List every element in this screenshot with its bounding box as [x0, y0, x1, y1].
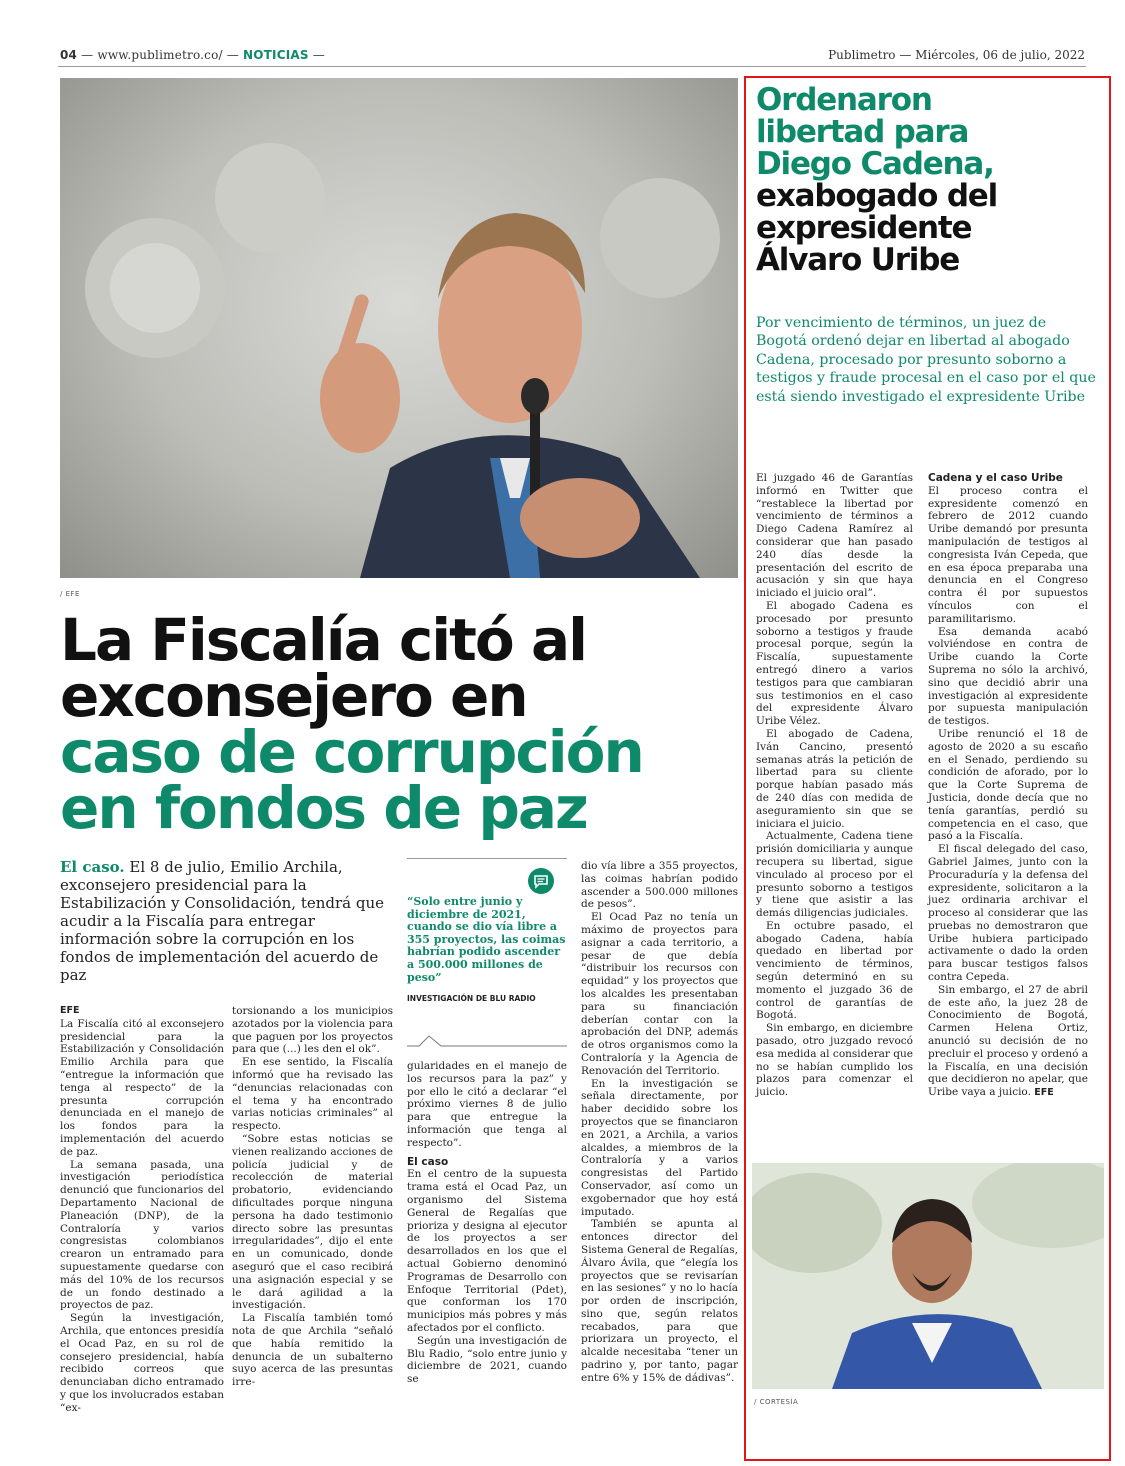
- paragraph: Actualmente, Cadena tiene prisión domiciliaria y aunque recupera su libertad, sigue vinculado al proceso por el presunto soborno a testigos y tiene que asistir a las demás diligencias judiciales.: [756, 830, 913, 920]
- main-headline: [60, 606, 750, 842]
- paragraph: gularidades en el manejo de los recursos para la paz” y por ello le citó a declarar “el próximo viernes 8 de julio para que entregue la información que tenga al respecto”.: [407, 1060, 567, 1149]
- paragraph: La semana pasada, una investigación periodística denunció que funcionarios del Departamento Nacional de Planeación (DNP), de la Contraloría y varios congresistas colombianos crearon un entramado para supuestamente quedarse con más del 10% de los recursos de un fondo destinado a proyectos de paz.: [60, 1158, 224, 1312]
- paragraph: El abogado Cadena es procesado por presunto soborno a testigos y fraude procesal porque, según la Fiscalía, supuestamente entregó dinero a varios testigos para que cambiaran sus testimonios en el caso del expresidente Álvaro Uribe Vélez.: [756, 599, 913, 728]
- sidebar-lede: Por vencimiento de términos, un juez de Bogotá ordenó dejar en libertad al abogado Cadena, procesado por presunto soborno a testigos y fraude procesal en el caso por el que está siendo investigado el expresidente Uribe: [756, 315, 1096, 405]
- paragraph: En ese sentido, la Fiscalía informó que ha revisado las “denuncias relacionadas con el tema y ha encontrado varias noticias criminales” al respecto.: [232, 1056, 393, 1133]
- quote-source: INVESTIGACIÓN DE BLU RADIO: [407, 994, 536, 1003]
- site-url[interactable]: www.publimetro.co/: [97, 48, 223, 62]
- sidebar-headline: [756, 84, 1101, 276]
- paragraph: El Ocad Paz no tenía un máximo de proyectos para asignar a cada territorio, a pesar de que debía “distribuir los recursos con equidad” y los proyectos que los alcaldes les presentaban para su financiación deberían contar con la aprobación del DNP, además de otros organismos como la Contraloría y la Agencia de Renovación del Territorio.: [581, 911, 738, 1077]
- quote-divider: [407, 1030, 567, 1050]
- byline: EFE: [60, 1005, 80, 1016]
- headline-line: exabogado del: [756, 178, 998, 214]
- quote-rule: [407, 858, 567, 859]
- sidebar-column-f: [928, 472, 1088, 1100]
- publication-date: Publimetro — Miércoles, 06 de julio, 2022: [828, 48, 1085, 62]
- page-number: 04: [60, 48, 78, 62]
- paragraph: En la investigación se señala directamente, por haber decidido sobre los proyectos que se financiaron en 2021, a Archila, a varios alcaldes, a miembros de la Contraloría y a varios congresistas del Partido Conservador, así como un exgobernador que hoy está imputado.: [581, 1077, 738, 1218]
- headline-line: libertad para: [756, 114, 969, 150]
- body-column-d: [581, 860, 738, 1385]
- headline-line: en fondos de paz: [60, 774, 587, 842]
- paragraph: En el centro de la supuesta trama está el Ocad Paz, un organismo del Sistema General de Regalías que prioriza y designa al ejecutor de los proyectos a ser desarrollados en los que el actual Gobierno denominó Programas de Desarrollo con Enfoque Territorial (Pdet), que conforman los 170 municipios más pobres y más afectados por el conflicto.: [407, 1168, 567, 1334]
- photo-credit: / CORTESÍA: [754, 1398, 799, 1406]
- subhead: Cadena y el caso Uribe: [928, 472, 1063, 484]
- headline-line: Diego Cadena,: [756, 146, 994, 182]
- paragraph: Según una investigación de Blu Radio, “solo entre junio y diciembre de 2021, cuando se: [407, 1334, 567, 1386]
- paragraph: El proceso contra el expresidente comenzó en febrero de 2012 cuando Uribe demandó por presunta manipulación de testigos al congresista Iván Cepeda, que en esa época preparaba una denuncia en el Congreso contra él por supuestos vínculos con el paramilitarismo.: [928, 484, 1088, 625]
- sidebar-column-e: [756, 472, 913, 1099]
- section-label: NOTICIAS: [243, 48, 309, 62]
- paragraph: También se apunta al entonces director del Sistema General de Regalías, Álvaro Ávila, que “elegía los proyectos que se revisarían en las sesiones” y no lo hacía por orden de inscripción, sino que, según relatos recabados, para que priorizara un proyecto, el alcalde necesitaba “tener un padrino y, por tanto, pagar entre 6% y 15% de dádivas”.: [581, 1218, 738, 1384]
- pull-quote: “Solo entre junio y diciembre de 2021, cuando se dio vía libre a 355 proyectos, las coimas habrían podido ascender a 500.000 millones de peso”: [407, 895, 566, 984]
- body-column-c: [407, 1060, 567, 1386]
- paragraph: Sin embargo, en diciembre pasado, otro juzgado revocó esa medida al considerar que no se habían cumplido los plazos para comenzar el juicio.: [756, 1022, 913, 1099]
- paragraph: La Fiscalía también tomó nota de que Archila “señaló que había remitido la denuncia de un subalterno suyo acerca de las presuntas irre-: [232, 1312, 393, 1389]
- header-left: 04 — www.publimetro.co/ — NOTICIAS —: [60, 48, 325, 62]
- body-column-a: [60, 1005, 224, 1415]
- body-column-b: [232, 1005, 393, 1389]
- headline-line: Álvaro Uribe: [756, 242, 960, 278]
- paragraph: torsionando a los municipios azotados por la violencia para que paguen por los proyectos para que (...) les den el ok”.: [232, 1005, 393, 1056]
- lede-text: El 8 de julio, Emilio Archila, exconsejero presidencial para la Estabilización y Consolidación, tendrá que acudir a la Fiscalía para entregar información sobre la corrupción en los fondos de implementación del acuerdo de paz: [60, 858, 385, 984]
- paragraph: Esa demanda acabó volviéndose en contra de Uribe cuando la Corte Suprema no sólo la archivó, sino que decidió abrir una investigación al expresidente por supuesta manipulación de testigos.: [928, 625, 1088, 728]
- paragraph: dio vía libre a 355 proyectos, las coimas habrían podido ascender a 500.000 millones de pesos”.: [581, 860, 738, 911]
- paragraph: Según la investigación, Archila, que entonces presidía el Ocad Paz, en su rol de consejero presidencial, había recibido correos que denunciaban dicho entramado y que los involucrados estaban “ex-: [60, 1312, 224, 1414]
- paragraph: [928, 984, 1088, 1100]
- paragraph: “Sobre estas noticias se vienen realizando acciones de policía judicial y de recolección de material probatorio, evidenciando dificultades porque ninguna persona ha dado testimonio directo sobre las presuntas irregularidades”, dijo el ente en un comunicado, donde aseguró que el caso recibirá una asignación especial y se le dará agilidad a la investigación.: [232, 1132, 393, 1312]
- headline-line: exconsejero en: [60, 662, 527, 730]
- main-photo: [60, 78, 738, 578]
- paragraph: El abogado de Cadena, Iván Cancino, presentó semanas atrás la petición de libertad para su cliente porque habían pasado más de 240 días con medida de aseguramiento sin que se iniciara el juicio.: [756, 727, 913, 830]
- headline-line: La Fiscalía citó al: [60, 606, 586, 674]
- chat-bubble-icon: [528, 868, 554, 894]
- paragraph-text: Sin embargo, el 27 de abril de este año, la juez 28 de Conocimiento de Bogotá, Carmen Helena Ortiz, anunció su decisión de no precluir el proceso y ordenó a la Fiscalía, en una decisión que decidieron no apelar, que Uribe vaya a juicio.: [928, 983, 1089, 1099]
- main-lede: [60, 858, 395, 984]
- photo-credit: / EFE: [60, 590, 80, 598]
- paragraph: En octubre pasado, el abogado Cadena, había quedado en libertad por vencimiento de términos, según determinó en su momento el juzgado 36 de control de garantías de Bogotá.: [756, 919, 913, 1022]
- paragraph: El juzgado 46 de Garantías informó en Twitter que “restablece la libertad por vencimiento de términos a Diego Cadena Ramírez al considerar que han pasado 240 días desde la presentación del escrito de acusación y sin que haya iniciado el juicio oral”.: [756, 472, 913, 600]
- header-rule: [58, 66, 1086, 67]
- headline-line: Ordenaron: [756, 82, 932, 118]
- paragraph: La Fiscalía citó al exconsejero presidencial para la Estabilización y Consolidación Emilio Archila para que “entregue la información que tenga al respecto” de la presunta corrupción denunciada en el manejo de los fondos para la implementación del acuerdo de paz.: [60, 1017, 224, 1158]
- paragraph: El fiscal delegado del caso, Gabriel Jaimes, junto con la Procuraduría y la defensa del expresidente, solicitaron a la juez ordinaria archivar el proceso al considerar que las pruebas no demostraron que Uribe hubiera participado activamente o dado la orden para buscar testigos falsos contra Cepeda.: [928, 843, 1088, 984]
- signoff: EFE: [1034, 1087, 1054, 1099]
- subhead: El caso: [407, 1155, 449, 1168]
- sidebar-photo: [752, 1163, 1104, 1389]
- headline-line: expresidente: [756, 210, 972, 246]
- headline-line: caso de corrupción: [60, 718, 643, 786]
- paragraph: Uribe renunció el 18 de agosto de 2020 a su escaño en el Senado, perdiendo su condición de aforado, por lo que la Corte Suprema de Justicia, donde decía que no tenía garantías, perdió su competencia en el caso, que pasó a la Fiscalía.: [928, 727, 1088, 843]
- lede-tag: El caso.: [60, 858, 125, 876]
